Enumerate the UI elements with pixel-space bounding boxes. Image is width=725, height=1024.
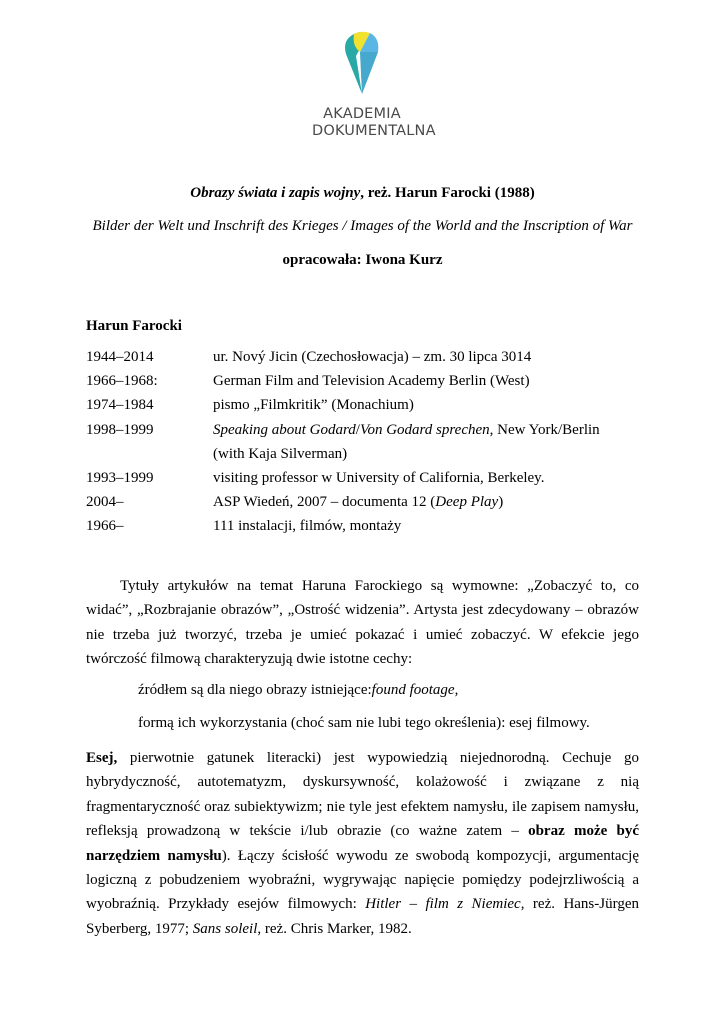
bullet-marker-icon — [120, 680, 138, 713]
logo — [312, 30, 436, 140]
bio-text-rest: , New York/Berlin — [489, 421, 600, 438]
bullet-item — [120, 713, 590, 746]
bio-text-italic: Von Godard sprechen — [359, 421, 490, 438]
bio-years — [86, 445, 213, 469]
bio-years: 1966– — [86, 518, 124, 535]
essay-bold-mid: obraz może być narzędziem namysłu — [86, 823, 639, 864]
bio-text-italic: Deep Play — [435, 494, 499, 511]
bio-text-post: ) — [498, 494, 504, 511]
bio-text — [213, 421, 646, 445]
film-title-italic: Obrazy świata i zapis wojny — [190, 185, 361, 201]
bio-text: ur. Nový Jicin (Czechosłowacja) – zm. 30 lipca 3014 — [213, 349, 532, 365]
bio-years: 2004– — [86, 494, 124, 511]
essay-text: pierwotnie gatunek literacki) jest wypowiedzią niejednorodną. Cechuje go hybrydyczność, autotematyzm, dyskursywność, kolażowość i związane z nią fragmentaryczność oraz subiektywizm; nie tyle jest efektem namysłu, ile zapisem namysłu, refleksją prowadzoną w tekście i/lub obrazie (co ważne zatem – — [86, 750, 639, 840]
essay-bold-start: Esej, — [86, 750, 118, 766]
bio-text — [213, 493, 646, 517]
bio-years: 1974–1984 — [86, 397, 154, 414]
logo-pin-icon — [342, 30, 382, 96]
bio-row — [86, 517, 646, 541]
essay-text: ). Łączy ścisłość wywodu ze swobodą kompozycji, argumentację logiczną z pobudzeniem wyobraźni, wygrywając napięcie pomiędzy podejrzliwością a wyobraźnią. Przykłady esejów filmowych: — [86, 847, 639, 913]
bullet-text: formą ich wykorzystania (choć sam nie lubi tego określenia): esej filmowy. — [138, 715, 590, 731]
bio-row — [86, 493, 646, 517]
bio-row — [86, 421, 646, 445]
bio-text: visiting professor w University of California, Berkeley. — [213, 469, 545, 486]
bio-heading: Harun Farocki — [86, 318, 182, 334]
bio-text-pre: ASP Wiedeń, 2007 – documenta 12 ( — [213, 494, 436, 511]
bio-row — [86, 396, 646, 420]
bio-text: pismo „Filmkritik” (Monachium) — [213, 397, 414, 414]
bio-years: 1993–1999 — [86, 469, 154, 486]
bio-row — [86, 372, 646, 396]
bullet-text — [138, 680, 458, 713]
bio-row — [86, 445, 646, 469]
bullet-marker-icon — [120, 713, 138, 746]
intro-paragraph: Tytuły artykułów na temat Haruna Farockiego są wymowne: „Zobaczyć to, co widać”, „Rozbrajanie obrazów”, „Ostrość widzenia”. Artysta jest zdecydowany – obrazów nie trzeba już tworzyć, trzeba je umieć pokazać i umieć zobaczyć. W efekcie jego twórczość filmową charakteryzują dwie istotne cechy: — [86, 578, 639, 668]
bio-text: (with Kaja Silverman) — [213, 445, 348, 462]
bio-years: 1998–1999 — [86, 421, 154, 438]
bio-years: 1944–2014 — [86, 349, 154, 365]
bio-text: German Film and Television Academy Berlin (West) — [213, 373, 530, 390]
film-title-rest: , reż. Harun Farocki (1988) — [360, 185, 535, 201]
bio-text-italic: Speaking about Godard — [213, 421, 356, 438]
logo-line1: AKADEMIA — [323, 106, 401, 122]
bio-years: 1966–1968: — [86, 373, 158, 390]
bio-text: 111 instalacji, filmów, montaży — [213, 518, 402, 535]
essay-paragraph — [86, 746, 639, 941]
author-line: opracowała: Iwona Kurz — [282, 252, 443, 268]
essay-text: , reż. Hans-Jürgen Syberberg, 1977; — [86, 896, 639, 937]
bullet-text-italic: found footage — [371, 682, 455, 698]
essay-italic: Hitler – film z Niemiec — [365, 896, 521, 913]
logo-line2: DOKUMENTALNA — [312, 123, 436, 139]
bio-table — [86, 348, 646, 542]
essay-text: , reż. Chris Marker, 1982. — [257, 920, 412, 937]
bio-row — [86, 348, 646, 372]
bio-text-sep: / — [355, 421, 360, 438]
bullet-text-pre: źródłem są dla niego obrazy istniejące: — [138, 682, 372, 698]
bullet-text-post: , — [454, 682, 459, 698]
essay-italic: Sans soleil — [192, 920, 258, 937]
bullet-item — [120, 680, 590, 713]
film-title — [60, 185, 665, 202]
bio-row — [86, 469, 646, 493]
film-subtitle: Bilder der Welt und Inschrift des Krieges / Images of the World and the Inscription of War — [92, 218, 633, 234]
bullet-list — [120, 680, 590, 746]
